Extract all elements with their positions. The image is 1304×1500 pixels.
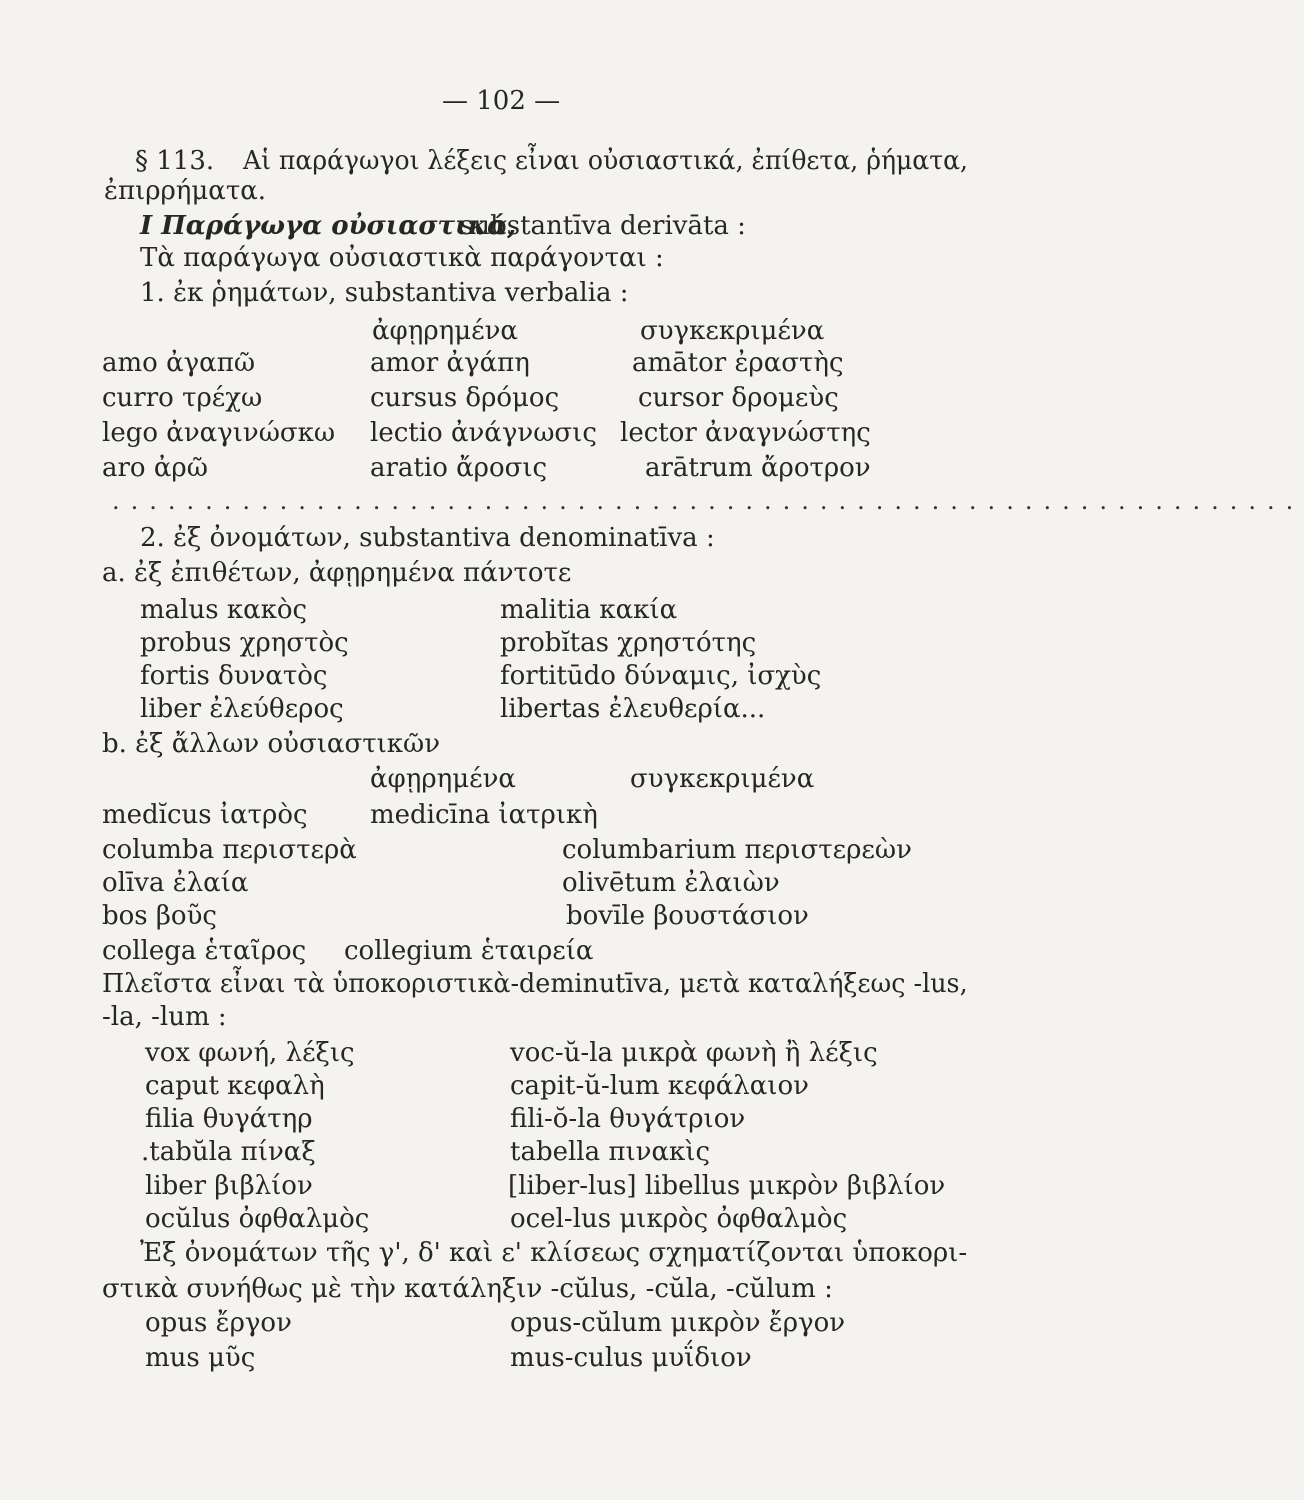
noun-row-mid: medicīna ἰατρικὴ [370, 800, 598, 830]
dim2-row-left: mus μῦς [145, 1343, 256, 1373]
dim-row-right: fili-ŏ-la θυγάτριον [510, 1104, 746, 1134]
dim-row-left: .tabŭla πίναξ [141, 1137, 316, 1167]
part2-label: 2. ἐξ ὀνομάτων, substantiva denominatīva : [140, 523, 715, 553]
b-col-abstract-header: ἀφῃρημένα [370, 764, 516, 794]
heading-subtitle: substantīva derivāta : [460, 211, 746, 241]
section-text-cont: ἐπιρρήματα. [104, 176, 267, 206]
verb-row-concrete: arātrum ἄροτρον [645, 453, 871, 483]
dim-row-right: tabella πινακὶς [510, 1137, 711, 1167]
dim-row-left: vox φωνή, λέξις [145, 1038, 355, 1068]
noun-row-left: bos βοῦς [102, 901, 217, 931]
verb-row-abstract: amor ἀγάπη [370, 348, 530, 378]
adj-row-right: fortitūdo δύναμις, ἰσχὺς [500, 661, 822, 691]
dim-row-left: filia θυγάτηρ [145, 1104, 313, 1134]
verb-row-concrete: lector ἀναγνώστης [620, 418, 871, 448]
dim2-row-right: opus-cŭlum μικρὸν ἔργον [510, 1308, 846, 1338]
b-col-concrete-header: συγκεκριμένα [630, 764, 815, 794]
verb-row-abstract: aratio ἄροσις [370, 453, 548, 483]
verb-row-concrete: amātor ἐραστὴς [632, 348, 844, 378]
col-concrete-header: συγκεκριμένα [640, 316, 825, 346]
page-number: — 102 — [442, 86, 561, 116]
dim2-row-left: opus ἔργον [145, 1308, 292, 1338]
dim2-row-right: mus-culus μυΐδιον [510, 1343, 752, 1373]
noun-row-mid: collegium ἑταιρεία [344, 936, 594, 966]
dim-row-left: ocŭlus ὀφθαλμὸς [145, 1204, 370, 1234]
noun-row-left: collega ἑταῖρος [102, 936, 307, 966]
noun-row-right: olivētum ἐλαιὼν [562, 868, 780, 898]
adj-row-left: fortis δυνατὸς [140, 661, 328, 691]
adj-row-right: malitia κακία [500, 595, 678, 625]
verb-row-verb: curro τρέχω [102, 383, 263, 413]
dim-row-left: liber βιβλίον [145, 1171, 313, 1201]
section-number: § 113. [135, 146, 215, 176]
dim-row-right: [liber-lus] libellus μικρὸν βιβλίον [508, 1171, 946, 1201]
heading-title: Ι Παράγωγα οὐσιαστικά, [140, 211, 517, 241]
part1-label: 1. ἐκ ῥημάτων, substantiva verbalia : [140, 278, 629, 308]
section-text: Αἱ παράγωγοι λέξεις εἶναι οὐσιαστικά, ἐπίθετα, ῥήματα, [243, 146, 969, 176]
dim-row-right: ocel-lus μικρὸς ὀφθαλμὸς [510, 1204, 848, 1234]
dim-row-right: capit-ŭ-lum κεφάλαιον [510, 1071, 809, 1101]
adj-row-right: probĭtas χρηστότης [500, 628, 757, 658]
noun-row-left: olīva ἐλαία [102, 868, 249, 898]
adj-row-left: malus κακὸς [140, 595, 308, 625]
verb-row-concrete: cursor δρομεὺς [638, 383, 839, 413]
adj-row-left: probus χρηστὸς [140, 628, 349, 658]
col-abstract-header: ἀφῃρημένα [372, 316, 518, 346]
verb-row-verb: aro ἀρῶ [102, 453, 208, 483]
diminutives-note: Ἐξ ὀνομάτων τῆς γ', δ' καὶ ε' κλίσεως σχηματίζονται ὑποκορι- [140, 1238, 968, 1268]
adj-row-left: liber ἐλεύθερος [140, 694, 344, 724]
part2b-label: b. ἐξ ἄλλων οὐσιαστικῶν [102, 729, 441, 759]
noun-row-left: medĭcus ἰατρὸς [102, 800, 308, 830]
verb-row-abstract: cursus δρόμος [370, 383, 560, 413]
verb-row-verb: amo ἀγαπῶ [102, 348, 256, 378]
dotted-separator: ................................................................ [112, 487, 1304, 515]
diminutives-intro: Πλεῖστα εἶναι τὰ ὑποκοριστικὰ-deminutīva, μετὰ καταλήξεως -lus, [102, 969, 968, 999]
adj-row-right: libertas ἐλευθερία... [500, 694, 766, 724]
dim-row-right: voc-ŭ-la μικρὰ φωνὴ ἢ λέξις [510, 1038, 878, 1068]
verb-row-abstract: lectio ἀνάγνωσις [370, 418, 597, 448]
noun-row-right: columbarium περιστερεὼν [562, 835, 912, 865]
noun-row-right: bovīle βουστάσιον [566, 901, 809, 931]
dim-row-left: caput κεφαλὴ [145, 1071, 325, 1101]
verb-row-verb: lego ἀναγινώσκω [102, 418, 336, 448]
diminutives-note-cont: στικὰ συνήθως μὲ τὴν κατάληξιν -cŭlus, -cŭla, -cŭlum : [102, 1274, 833, 1304]
diminutives-intro-cont: -la, -lum : [102, 1002, 227, 1032]
noun-row-left: columba περιστερὰ [102, 835, 357, 865]
part2a-label: a. ἐξ ἐπιθέτων, ἀφῃρημένα πάντοτε [102, 558, 572, 588]
intro-text: Τὰ παράγωγα οὐσιαστικὰ παράγονται : [140, 243, 664, 273]
